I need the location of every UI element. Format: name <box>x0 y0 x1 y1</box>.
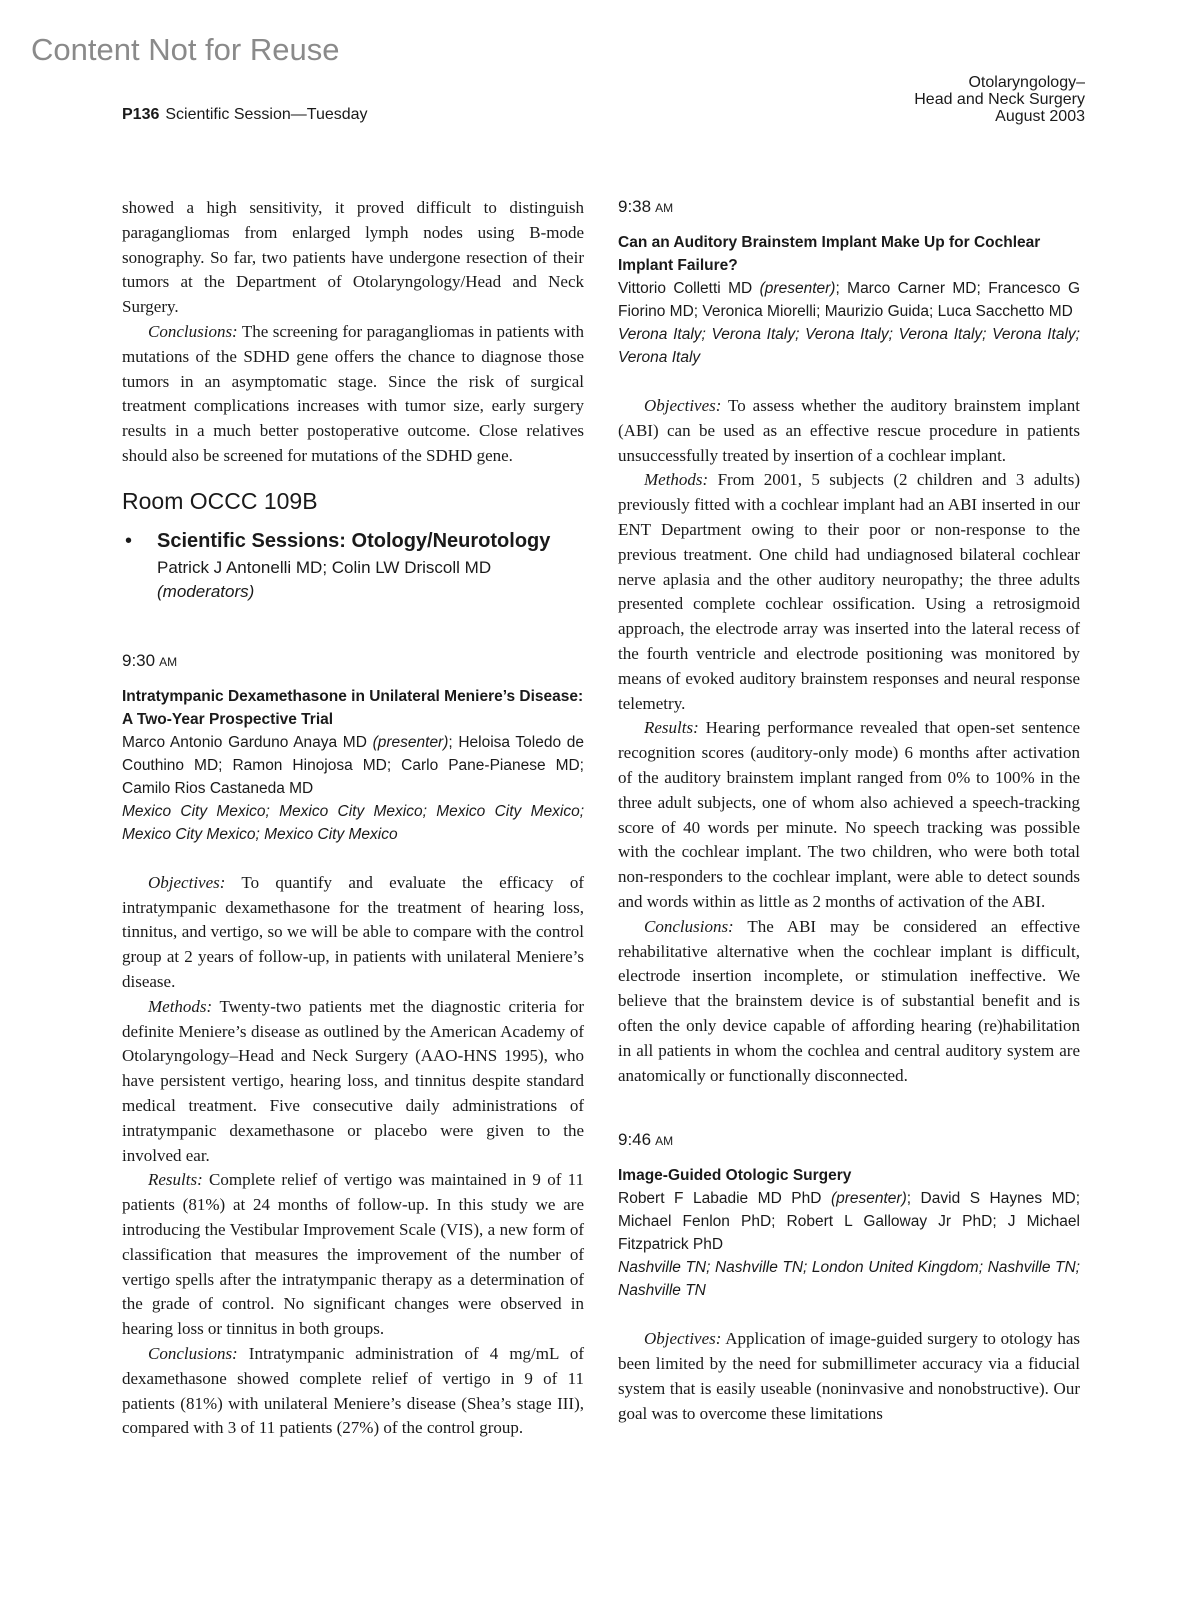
results-paragraph: Results: Complete relief of vertigo was maintained in 9 of 11 patients (81%) at 24 months of follow-up. In this study we are introducing the Vestibular Improvement Scale (VIS), a new form of classification that measures the improvement of the number of vertigo spells after the intratympanic therapy as a determination of the grade of control. No significant changes were observed in hearing loss or tinnitus in both groups. <box>122 1170 584 1339</box>
results-paragraph: Results: Hearing performance revealed that open-set sentence recognition scores (auditory-only mode) 6 months after activation of the auditory brainstem implant ranged from 0% to 100% in the three adult subjects, one of whom also achieved a speech-tracking score of 40 words per minute. No speech tracking was possible with the cochlear implant. The two children, who were both total non-responders to the cochlear implant, were able to detect sounds and words within as little as 2 months of activation of the ABI. <box>618 718 1080 911</box>
objectives-paragraph: Objectives: To quantify and evaluate the efficacy of intratympanic dexamethasone for the treatment of hearing loss, tinnitus, and vertigo, so we will be able to compare with the control group at 2 years of follow-up, in patients with unilateral Meniere’s disease. <box>122 872 584 991</box>
conclusions-label: Conclusions: <box>148 321 238 341</box>
page-number: P136 <box>122 106 160 123</box>
abstract-title: Image-Guided Otologic Surgery <box>618 1167 852 1185</box>
presenter-tag: (presenter) <box>372 733 449 751</box>
abstract-authors: Marco Antonio Garduno Anaya MD (presenter); Heloisa Toledo de Couthino MD; Ramon Hinojosa MD; Carlo Pane-Pianese MD; Camilo Rios Castaneda MD <box>122 733 584 797</box>
abstract-affiliations: Mexico City Mexico; Mexico City Mexico; Mexico City Mexico; Mexico City Mexico; Mexico City Mexico <box>122 802 584 843</box>
presenter-tag: (presenter) <box>759 280 836 297</box>
continued-abstract <box>122 196 584 469</box>
session-list <box>122 526 584 604</box>
abstract-938 <box>618 196 1080 1088</box>
abstract-authors: Vittorio Colletti MD (presenter); Marco Carner MD; Francesco G Fiorino MD; Veronica Miorelli; Maurizio Guida; Luca Sacchetto MD <box>618 280 1081 320</box>
abstract-title: Can an Auditory Brainstem Implant Make Up for Cochlear Implant Failure? <box>618 234 1041 274</box>
journal-header <box>914 74 1085 125</box>
abstract-time: 9:38 AM <box>618 197 674 216</box>
abstract-title: Intratympanic Dexamethasone in Unilateral Meniere’s Disease: A Two-Year Prospective Trial <box>122 687 584 728</box>
room-heading: Room OCCC 109B <box>122 487 318 514</box>
methods-paragraph: Methods: Twenty-two patients met the diagnostic criteria for definite Meniere’s disease as outlined by the American Academy of Otolaryngology–Head and Neck Surgery (AAO-HNS 1995), who have persistent vertigo, hearing loss, and tinnitus despite standard medical treatment. Five consecutive daily administrations of intratympanic dexamethasone or placebo were given to the involved ear. <box>122 996 584 1165</box>
abstract-time: 9:30 AM <box>122 650 178 670</box>
session-title: Scientific Sessions: Otology/Neurotology <box>157 529 551 552</box>
abstract-affiliations: Verona Italy; Verona Italy; Verona Italy; Verona Italy; Verona Italy; Verona Italy <box>618 326 1080 366</box>
left-column <box>122 196 584 1441</box>
methods-paragraph: Methods: From 2001, 5 subjects (2 children and 3 adults) previously fitted with a cochlear implant had an ABI inserted in our ENT Department owing to their poor or non-response to the previous treatment. One child had undiagnosed bilateral cochlear nerve aplasia and the other auditory neuropathy; the three adults presented complete cochlear ossification. Using a retrosigmoid approach, the electrode array was inserted into the lateral recess of the fourth ventricle and electrode positioning was monitored by means of evoked auditory brainstem responses and neural response telemetry. <box>618 470 1080 713</box>
abstract-body <box>618 394 1080 1088</box>
abstract-time: 9:46 AM <box>618 1130 674 1150</box>
continuation-paragraph: showed a high sensitivity, it proved difficult to distinguish paragangliomas from enlarged lymph nodes using B-mode sonography. So far, two patients have undergone resection of their tumors at the Department of Otolaryngology/Head and Neck Surgery. <box>122 198 584 317</box>
bullet-icon: • <box>125 529 133 552</box>
abstract-930 <box>122 650 584 1441</box>
watermark: Content Not for Reuse <box>31 32 340 67</box>
abstract-body <box>122 871 584 1441</box>
journal-name-line1: Otolaryngology– <box>968 74 1085 91</box>
objectives-paragraph: Objectives: Application of image-guided surgery to otology has been limited by the need for submillimeter accuracy via a fiducial system that is easily useable (noninvasive and nonobstructive). Our goal was to overcome these limitations <box>618 1329 1080 1423</box>
session-moderators: Patrick J Antonelli MD; Colin LW Driscoll MD <box>157 557 492 577</box>
conclusions-paragraph: Conclusions: Intratympanic administration of 4 mg/mL of dexamethasone showed complete relief of vertigo in 9 of 11 patients (81%) with unilateral Meniere’s disease (Shea’s stage III), compared with 3 of 11 patients (27%) of the control group. <box>122 1343 584 1438</box>
section-name: Scientific Session—Tuesday <box>165 106 368 123</box>
session-item <box>122 526 584 604</box>
conclusions-paragraph <box>122 320 584 469</box>
journal-date: August 2003 <box>995 108 1085 125</box>
journal-name-line2: Head and Neck Surgery <box>914 91 1085 108</box>
right-column <box>618 196 1080 1427</box>
abstract-affiliations: Nashville TN; Nashville TN; London United Kingdom; Nashville TN; Nashville TN <box>618 1259 1080 1300</box>
abstract-946 <box>618 1129 1080 1426</box>
session-moderators-note: (moderators) <box>157 581 255 601</box>
running-header <box>122 106 368 124</box>
abstract-authors: Robert F Labadie MD PhD (presenter); David S Haynes MD; Michael Fenlon PhD; Robert L Galloway Jr PhD; J Michael Fitzpatrick PhD <box>618 1190 1080 1254</box>
conclusions-text: The screening for paragangliomas in patients with mutations of the SDHD gene offers the chance to diagnose those tumors in an asymptomatic stage. Since the risk of surgical treatment complications increases with tumor size, early surgery results in a much better postoperative outcome. Close relatives should also be screened for mutations of the SDHD gene. <box>122 321 584 465</box>
abstract-body <box>618 1327 1080 1426</box>
objectives-paragraph: Objectives: To assess whether the auditory brainstem implant (ABI) can be used as an effective rescue procedure in patients unsuccessfully treated by insertion of a cochlear implant. <box>618 396 1080 465</box>
presenter-tag: (presenter) <box>830 1190 907 1208</box>
conclusions-paragraph: Conclusions: The ABI may be considered an effective rehabilitative alternative when the cochlear implant is difficult, electrode insertion incomplete, or stimulation ineffective. We believe that the brainstem device is of substantial benefit and is often the only device capable of affording hearing (re)habilitation in all patients in whom the cochlea and central auditory system are anatomically or functionally disconnected. <box>618 916 1080 1085</box>
